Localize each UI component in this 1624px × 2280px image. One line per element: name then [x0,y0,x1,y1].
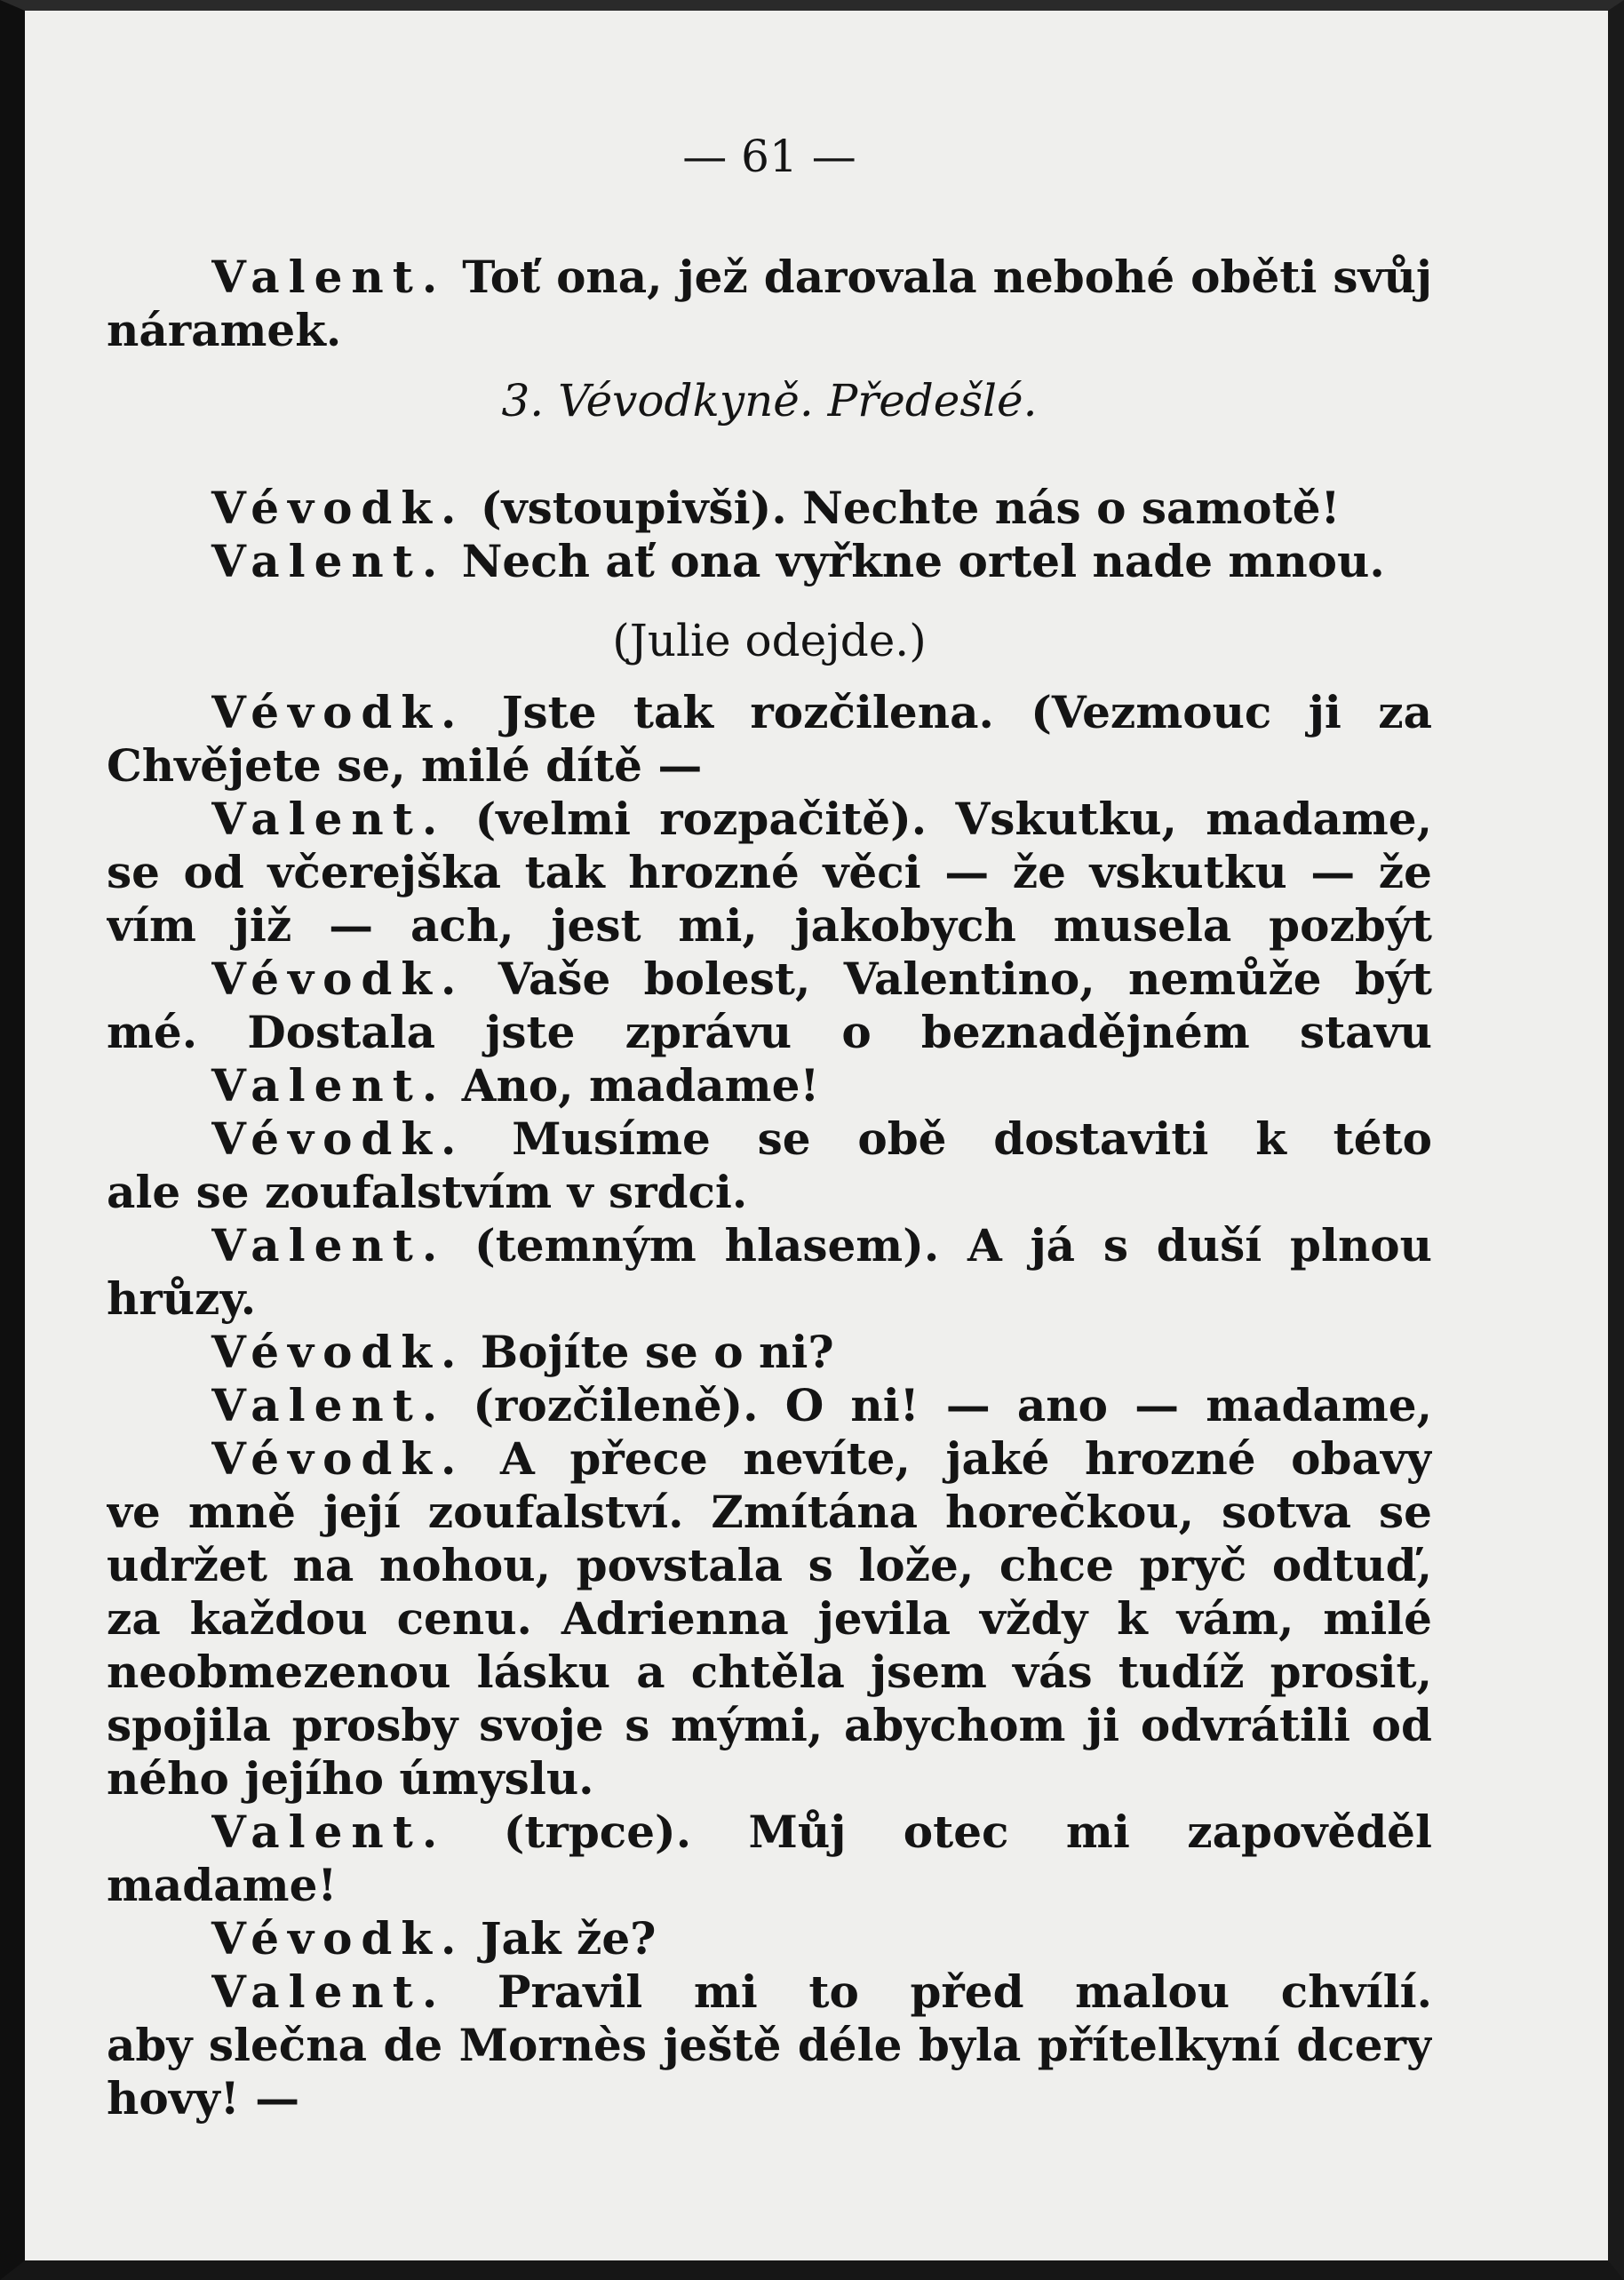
text-line [107,2019,1432,2071]
text-line [107,899,1432,952]
speaker-name: Valent. [211,1219,447,1272]
line-text: Pravil mi to před malou chvílí. [497,1965,1432,2018]
line-text: madame! [107,1859,338,1911]
speaker-name: Vévodk. [211,1432,466,1485]
text-line [107,1752,1432,1805]
speaker-name: Valent. [211,1965,447,2018]
text-line [211,1379,1432,1431]
line-text: udržet na nohou, povstala s lože, chce pryč odtuď, [107,1539,1432,1591]
line-text: (velmi rozpačitě). Vskutku, madame, [474,793,1432,845]
text-line [211,1059,1432,1112]
speaker-name: Vévodk. [211,1912,466,1965]
line-text: Toť ona, jež darovala nebohé oběti svůj [462,251,1432,303]
line-text: Jak že? [480,1912,657,1965]
text-line [107,1166,1432,1218]
speaker-name: Vévodk. [211,1112,466,1165]
line-text: A přece nevíte, jaké hrozné obavy [500,1432,1432,1485]
text-line [211,793,1432,845]
speaker-name: Valent. [211,1806,447,1858]
text-line [107,1539,1432,1591]
line-text: (trpce). Můj otec mi zapověděl [503,1806,1432,1858]
line-text: mé. Dostala jste zprávu o beznadějném stavu [107,1006,1432,1058]
line-text: Jste tak rozčilena. (Vezmouc ji za [501,686,1432,738]
line-text: (vstoupivši). Nechte nás o samotě! [480,482,1341,534]
scene-heading: 3. Vévodkyně. Předešlé. [501,375,1038,427]
text-line [107,1592,1432,1645]
line-text: náramek. [107,304,342,356]
text-line [107,846,1432,898]
speaker-name: Valent. [211,793,447,845]
stage-direction: (Julie odejde.) [612,615,927,666]
line-text: Ano, madame! [461,1059,820,1112]
speaker-name: Vévodk. [211,482,466,534]
text-line [107,739,1432,792]
text-line [211,1112,1432,1165]
line-text: spojila prosby svoje s mými, abychom ji odvrátili od [107,1699,1432,1751]
line-text: (temným hlasem). A já s duší plnou [474,1219,1432,1272]
line-text: ného jejího úmyslu. [107,1752,594,1805]
text-line [107,1646,1432,1698]
text-line [211,482,1432,534]
text-line [211,1912,1432,1965]
text-line [211,1219,1432,1272]
speaker-name: Valent. [211,251,447,303]
text-line [211,535,1432,587]
line-text: Chvějete se, milé dítě — [107,739,703,792]
speaker-name: Vévodk. [211,1326,466,1378]
line-text: (rozčileně). O ni! — ano — madame, [473,1379,1432,1431]
text-line [107,304,1432,356]
line-text: hrůzy. [107,1272,257,1325]
text-line [211,686,1432,738]
text-line [107,2072,1432,2125]
line-text: Bojíte se o ni? [480,1326,834,1378]
speaker-name: Valent. [211,535,447,587]
line-text: se od včerejška tak hrozné věci — že vskutku — že [107,846,1432,898]
line-text: Musíme se obě dostaviti k této [512,1112,1432,1165]
page-number: — 61 — [682,131,856,182]
speaker-name: Valent. [211,1379,447,1431]
text-line [107,1006,1432,1058]
text-line [211,953,1432,1005]
text-line [211,1432,1432,1485]
line-text: vím již — ach, jest mi, jakobych musela pozbýt [107,899,1432,952]
text-line [211,1965,1432,2018]
text-line [107,1486,1432,1538]
line-text: Nech ať ona vyřkne ortel nade mnou. [461,535,1385,587]
text-line [211,1326,1432,1378]
line-text: hovy! — [107,2072,300,2125]
line-text: ale se zoufalstvím v srdci. [107,1166,748,1218]
speaker-name: Valent. [211,1059,447,1112]
text-line [211,1806,1432,1858]
line-text: Vaše bolest, Valentino, nemůže být [498,953,1432,1005]
line-text: za každou cenu. Adrienna jevila vždy k vám, milé [107,1592,1432,1645]
line-text: aby slečna de Mornès ještě déle byla přítelkyní dcery [107,2019,1432,2071]
speaker-name: Vévodk. [211,686,466,738]
speaker-name: Vévodk. [211,953,466,1005]
line-text: ve mně její zoufalství. Zmítána horečkou, sotva se [107,1486,1432,1538]
text-line [107,1699,1432,1751]
line-text: neobmezenou lásku a chtěla jsem vás tudíž prosit, [107,1646,1432,1698]
text-line [107,1859,1432,1911]
text-line [211,251,1432,303]
text-line [107,1272,1432,1325]
